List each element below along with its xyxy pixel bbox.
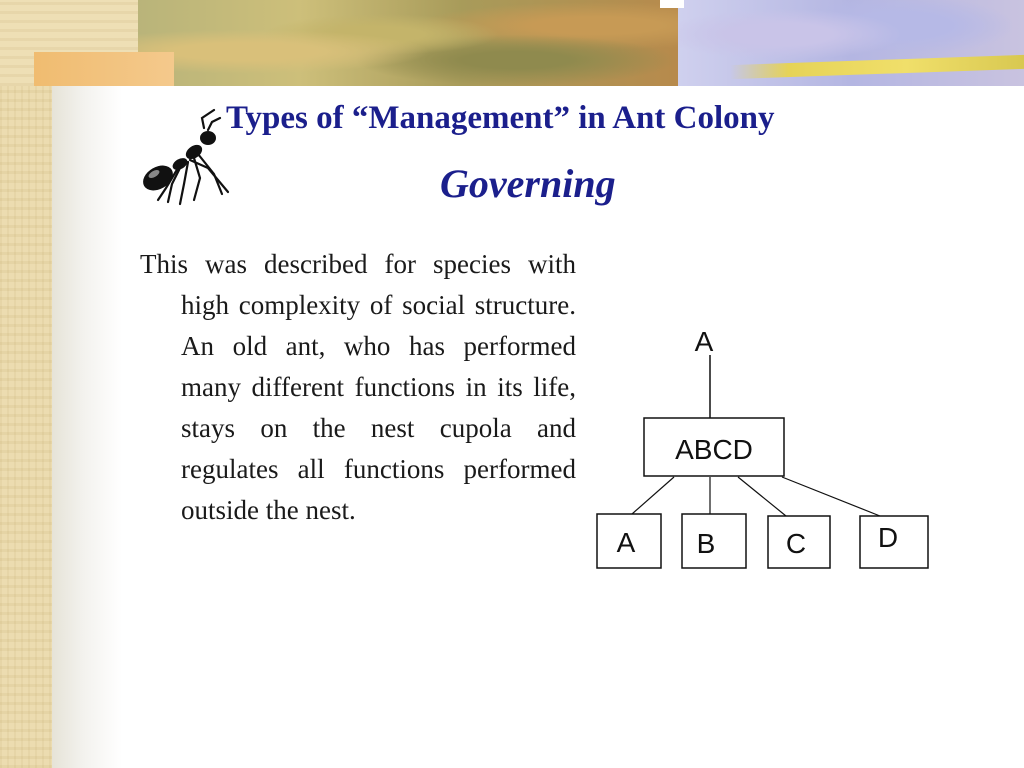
parchment-strip [0,0,52,768]
diagram-child-label-a: A [616,527,636,558]
diagram-child-label-b: B [696,528,716,559]
banner-gap [660,0,684,8]
hierarchy-diagram [590,315,940,580]
leaves-banner [138,0,678,86]
diagram-edge-a [632,477,674,514]
body-paragraph: This was described for species with high complexity of social structure. An old ant, who has performed many different functions in its life, stays on the nest cupola and regulates all functions performed outside the nest. [140,249,576,525]
diagram-center-label: ABCD [675,434,753,465]
slide-subtitle: Governing [440,161,616,206]
diagram-edge-c [738,477,786,516]
diagram-edge-d [782,477,880,516]
slide-title: Types of “Management” in Ant Colony [226,100,775,136]
diagram-child-label-d: D [877,522,899,553]
diagram-child-label-c: C [785,528,807,559]
orange-bar [34,52,174,86]
left-shadow [52,0,122,768]
diagram-root-label: A [694,326,714,357]
ant-icon [128,104,240,222]
